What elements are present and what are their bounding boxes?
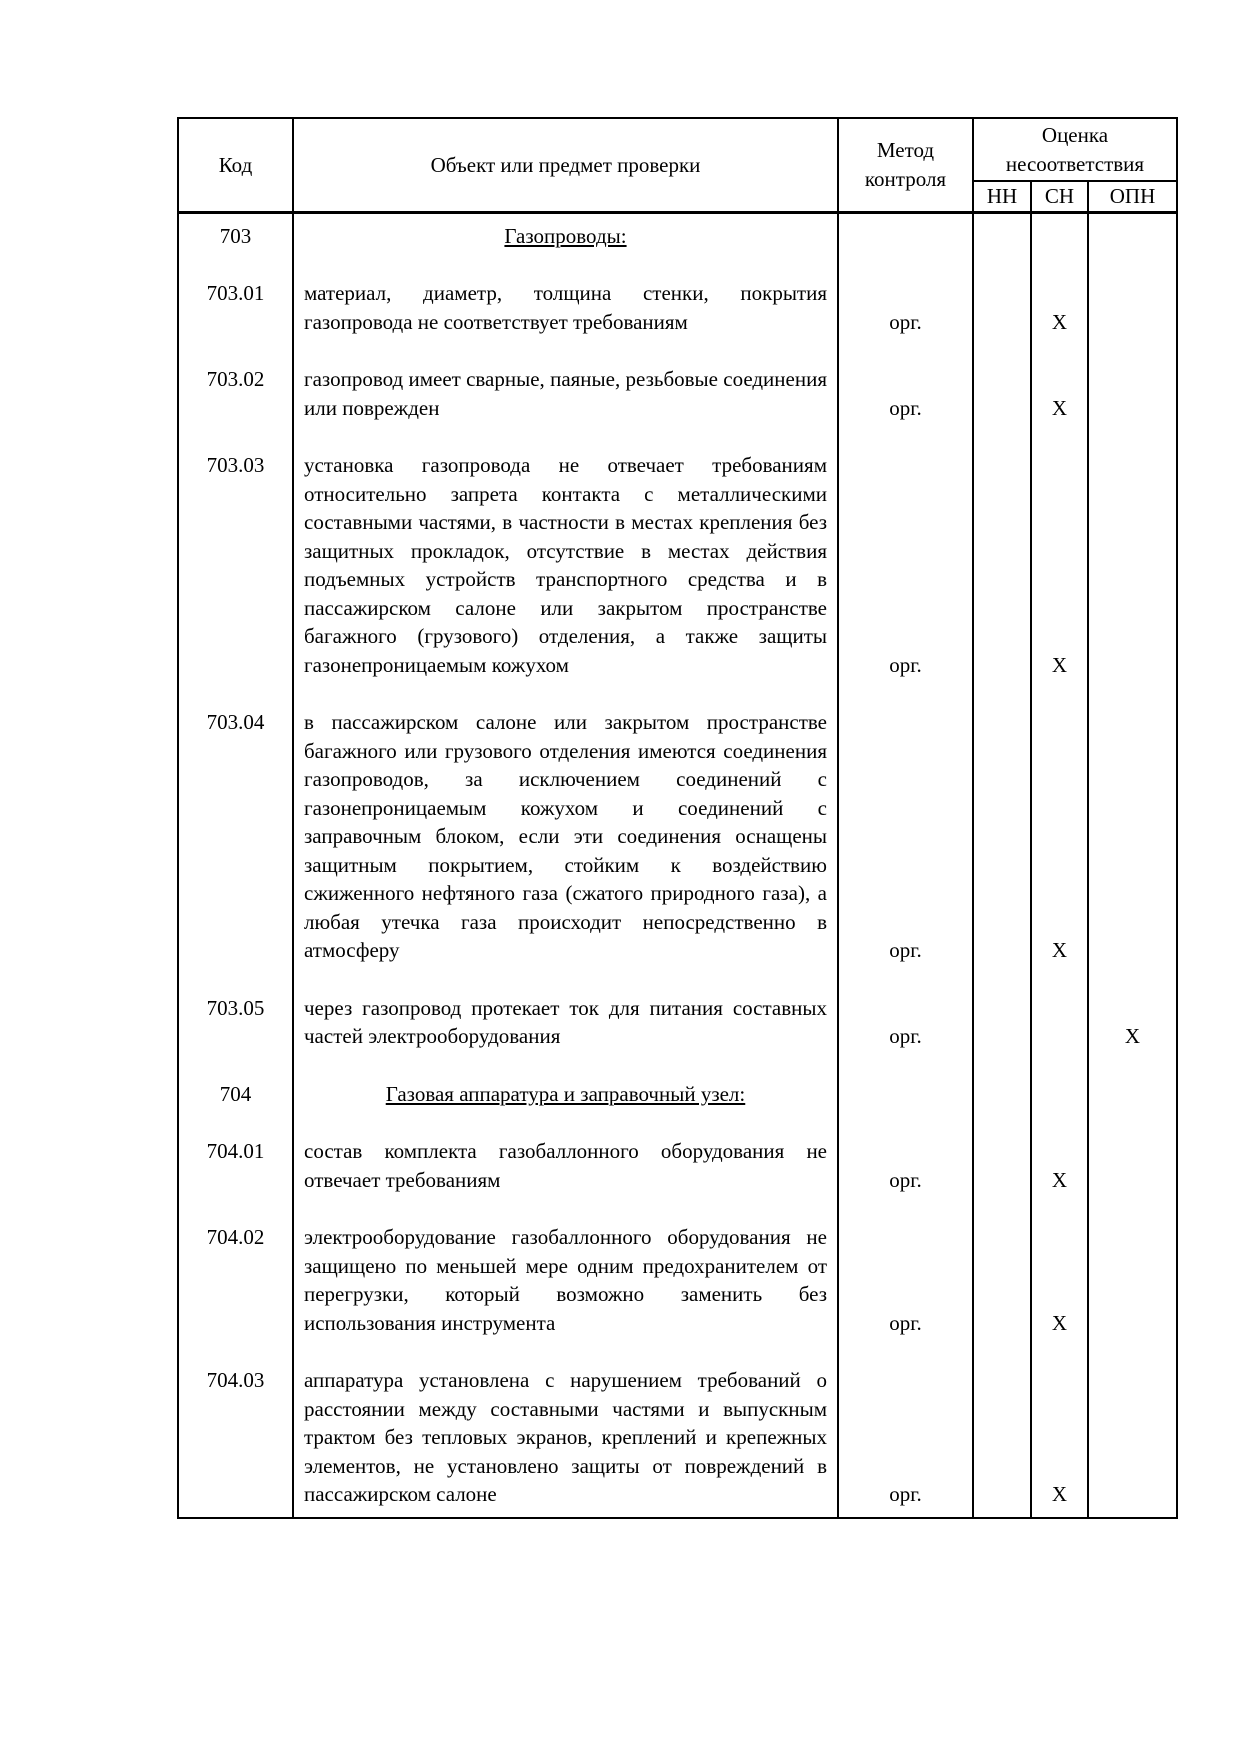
- table-row-704: [178, 1051, 1177, 1109]
- opn-cell: [1088, 212, 1177, 250]
- nn-cell: [973, 965, 1031, 1051]
- sn-cell: X: [1031, 679, 1088, 965]
- object-cell: [293, 1051, 838, 1109]
- nn-cell: [973, 250, 1031, 336]
- opn-cell: [1088, 679, 1177, 965]
- header-nn: НН: [973, 181, 1031, 212]
- opn-cell: [1088, 1051, 1177, 1109]
- table-row-703-05: [178, 965, 1177, 1051]
- header-opn: ОПН: [1088, 181, 1177, 212]
- opn-cell: [1088, 250, 1177, 336]
- section-title: Газовая аппаратура и заправочный узел:: [385, 1081, 746, 1106]
- method-cell: орг.: [838, 679, 973, 965]
- method-cell: [838, 1051, 973, 1109]
- method-cell: [838, 212, 973, 250]
- sn-cell: X: [1031, 1194, 1088, 1337]
- opn-cell: [1088, 1337, 1177, 1518]
- opn-cell: X: [1088, 965, 1177, 1051]
- nn-cell: [973, 1194, 1031, 1337]
- sn-cell: X: [1031, 1337, 1088, 1518]
- object-cell: [293, 212, 838, 250]
- nn-cell: [973, 422, 1031, 679]
- sn-cell: X: [1031, 336, 1088, 422]
- table-row-703-04: [178, 679, 1177, 965]
- inspection-table: [177, 117, 1178, 1519]
- object-cell: аппаратура установлена с нарушением требований о расстоянии между составными частями и выпускным трактом без тепловых экранов, креплений и крепежных элементов, не установлено защиты от повреждений в пассажирском салоне: [293, 1337, 838, 1518]
- table-row-703-03: [178, 422, 1177, 679]
- object-cell: электрооборудование газобаллонного оборудования не защищено по меньшей мере одним предохранителем от перегрузки, который возможно заменить без использования инструмента: [293, 1194, 838, 1337]
- header-object: Объект или предмет проверки: [293, 118, 838, 212]
- object-cell: газопровод имеет сварные, паяные, резьбовые соединения или поврежден: [293, 336, 838, 422]
- sn-cell: X: [1031, 250, 1088, 336]
- sn-cell: [1031, 965, 1088, 1051]
- sn-cell: X: [1031, 1108, 1088, 1194]
- method-cell: орг.: [838, 250, 973, 336]
- object-cell: состав комплекта газобаллонного оборудования не отвечает требованиям: [293, 1108, 838, 1194]
- code-cell: 703.01: [178, 250, 293, 336]
- sn-cell: [1031, 212, 1088, 250]
- header-method: Метод контроля: [838, 118, 973, 212]
- sn-cell: X: [1031, 422, 1088, 679]
- code-cell: 704.02: [178, 1194, 293, 1337]
- table-row-704-02: [178, 1194, 1177, 1337]
- opn-cell: [1088, 1108, 1177, 1194]
- table-row-703: [178, 212, 1177, 250]
- nn-cell: [973, 336, 1031, 422]
- code-cell: 703.02: [178, 336, 293, 422]
- table-body: [178, 212, 1177, 1518]
- method-cell: орг.: [838, 1108, 973, 1194]
- code-cell: 704.01: [178, 1108, 293, 1194]
- code-cell: 703.03: [178, 422, 293, 679]
- object-cell: материал, диаметр, толщина стенки, покрытия газопровода не соответствует требованиям: [293, 250, 838, 336]
- header-sn: СН: [1031, 181, 1088, 212]
- table-row-704-03: [178, 1337, 1177, 1518]
- nn-cell: [973, 212, 1031, 250]
- code-cell: 703: [178, 212, 293, 250]
- table-header: [178, 118, 1177, 212]
- object-cell: установка газопровода не отвечает требованиям относительно запрета контакта с металлическими составными частями, в частности в местах крепления без защитных прокладок, отсутствие в местах действия подъемных устройств транспортного средства и в пассажирском салоне или закрытом пространстве багажного (грузового) отделения, а также защиты газонепроницаемым кожухом: [293, 422, 838, 679]
- opn-cell: [1088, 1194, 1177, 1337]
- opn-cell: [1088, 336, 1177, 422]
- nn-cell: [973, 1108, 1031, 1194]
- code-cell: 704.03: [178, 1337, 293, 1518]
- method-cell: орг.: [838, 1194, 973, 1337]
- method-cell: орг.: [838, 336, 973, 422]
- nn-cell: [973, 679, 1031, 965]
- header-row: [178, 118, 1177, 181]
- section-title: Газопроводы:: [504, 223, 627, 248]
- code-cell: 704: [178, 1051, 293, 1109]
- object-cell: через газопровод протекает ток для питания составных частей электрооборудования: [293, 965, 838, 1051]
- header-code: Код: [178, 118, 293, 212]
- nn-cell: [973, 1337, 1031, 1518]
- method-cell: орг.: [838, 1337, 973, 1518]
- table-row-703-01: [178, 250, 1177, 336]
- opn-cell: [1088, 422, 1177, 679]
- method-cell: орг.: [838, 965, 973, 1051]
- header-assessment: Оценка несоответствия: [973, 118, 1177, 181]
- nn-cell: [973, 1051, 1031, 1109]
- table-row-703-02: [178, 336, 1177, 422]
- code-cell: 703.05: [178, 965, 293, 1051]
- table-row-704-01: [178, 1108, 1177, 1194]
- object-cell: в пассажирском салоне или закрытом пространстве багажного или грузового отделения имеются соединения газопроводов, за исключением соединений с газонепроницаемым кожухом и соединений с заправочным блоком, если эти соединения оснащены защитным покрытием, стойким к воздействию сжиженного нефтяного газа (сжатого природного газа), а любая утечка газа происходит непосредственно в атмосферу: [293, 679, 838, 965]
- sn-cell: [1031, 1051, 1088, 1109]
- method-cell: орг.: [838, 422, 973, 679]
- code-cell: 703.04: [178, 679, 293, 965]
